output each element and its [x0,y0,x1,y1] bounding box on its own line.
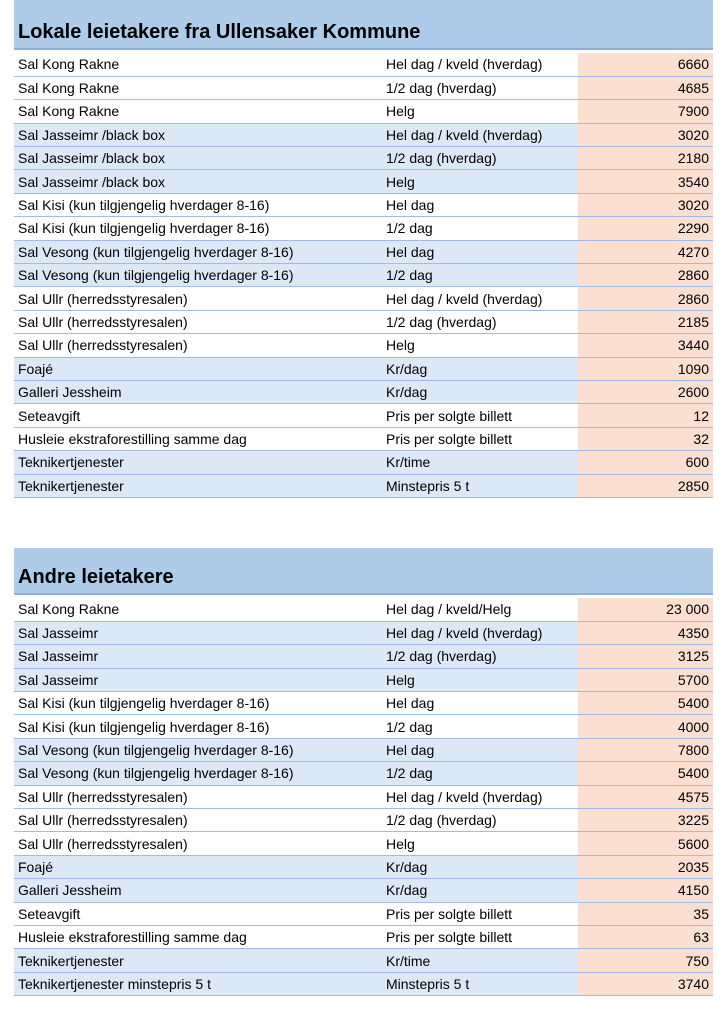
venue-cell: Seteavgift [14,404,382,427]
period-cell: 1/2 dag (hverdag) [382,76,578,99]
venue-cell: Sal Vesong (kun tilgjengelig hverdager 8-16) [14,240,382,263]
price-cell: 5700 [578,668,713,691]
table-row [14,334,713,357]
price-cell: 5400 [578,762,713,785]
period-cell: Kr/time [382,451,578,474]
section-local-tenants [14,0,713,498]
period-cell: Hel dag / kveld (hverdag) [382,123,578,146]
period-cell: Hel dag / kveld (hverdag) [382,287,578,310]
venue-cell: Teknikertjenester [14,949,382,972]
price-cell: 4000 [578,715,713,738]
venue-cell: Sal Jasseimr [14,668,382,691]
venue-cell: Galleri Jessheim [14,380,382,403]
price-cell: 12 [578,404,713,427]
venue-cell: Seteavgift [14,902,382,925]
period-cell: 1/2 dag (hverdag) [382,310,578,333]
table-row [14,668,713,691]
period-cell: Hel dag / kveld/Helg [382,598,578,621]
table-row [14,855,713,878]
price-cell: 3440 [578,334,713,357]
venue-cell: Teknikertjenester [14,474,382,497]
price-cell: 4575 [578,785,713,808]
period-cell: Kr/dag [382,357,578,380]
table-row [14,738,713,761]
period-cell: 1/2 dag (hverdag) [382,645,578,668]
price-cell: 2290 [578,217,713,240]
venue-cell: Sal Jasseimr [14,645,382,668]
section-title: Lokale leietakere fra Ullensaker Kommune [18,21,421,43]
period-cell: Helg [382,170,578,193]
venue-cell: Foajé [14,855,382,878]
period-cell: Helg [382,100,578,123]
price-cell: 2180 [578,147,713,170]
period-cell: Pris per solgte billett [382,902,578,925]
period-cell: Pris per solgte billett [382,427,578,450]
period-cell: Minstepris 5 t [382,972,578,995]
table-row [14,310,713,333]
table-row [14,621,713,644]
period-cell: Hel dag / kveld (hverdag) [382,785,578,808]
venue-cell: Sal Kong Rakne [14,598,382,621]
price-cell: 32 [578,427,713,450]
price-cell: 35 [578,902,713,925]
table-row [14,598,713,621]
period-cell: 1/2 dag (hverdag) [382,147,578,170]
venue-cell: Sal Ullr (herredsstyresalen) [14,832,382,855]
price-cell: 23 000 [578,598,713,621]
price-cell: 4350 [578,621,713,644]
table-row [14,949,713,972]
table-row [14,123,713,146]
section-header [14,548,713,595]
venue-cell: Sal Vesong (kun tilgjengelig hverdager 8-16) [14,264,382,287]
venue-cell: Sal Jasseimr [14,621,382,644]
price-cell: 2035 [578,855,713,878]
price-cell: 1090 [578,357,713,380]
price-cell: 6660 [578,53,713,76]
price-cell: 3740 [578,972,713,995]
period-cell: Hel dag [382,738,578,761]
venue-cell: Teknikertjenester minstepris 5 t [14,972,382,995]
venue-cell: Sal Kisi (kun tilgjengelig hverdager 8-16) [14,193,382,216]
venue-cell: Husleie ekstraforestilling samme dag [14,427,382,450]
price-cell: 3020 [578,193,713,216]
venue-cell: Sal Kong Rakne [14,100,382,123]
table-row [14,474,713,497]
price-cell: 4685 [578,76,713,99]
venue-cell: Sal Kisi (kun tilgjengelig hverdager 8-16) [14,715,382,738]
period-cell: Kr/dag [382,855,578,878]
table-row [14,76,713,99]
period-cell: Helg [382,668,578,691]
price-table-local [14,53,713,498]
table-row [14,715,713,738]
price-cell: 63 [578,925,713,948]
table-row [14,692,713,715]
venue-cell: Teknikertjenester [14,451,382,474]
table-row [14,240,713,263]
table-row [14,785,713,808]
table-row [14,264,713,287]
period-cell: Pris per solgte billett [382,404,578,427]
venue-cell: Sal Kisi (kun tilgjengelig hverdager 8-16) [14,692,382,715]
period-cell: Hel dag / kveld (hverdag) [382,53,578,76]
period-cell: Kr/time [382,949,578,972]
table-row [14,925,713,948]
period-cell: Hel dag / kveld (hverdag) [382,621,578,644]
venue-cell: Sal Kong Rakne [14,53,382,76]
price-cell: 7900 [578,100,713,123]
venue-cell: Sal Ullr (herredsstyresalen) [14,809,382,832]
table-row [14,287,713,310]
table-row [14,380,713,403]
table-row [14,762,713,785]
period-cell: 1/2 dag [382,217,578,240]
price-cell: 3225 [578,809,713,832]
table-row [14,147,713,170]
price-table-other [14,598,713,996]
table-row [14,972,713,995]
table-row [14,832,713,855]
table-row [14,902,713,925]
table-row [14,451,713,474]
venue-cell: Husleie ekstraforestilling samme dag [14,925,382,948]
venue-cell: Sal Ullr (herredsstyresalen) [14,287,382,310]
table-row [14,645,713,668]
venue-cell: Sal Ullr (herredsstyresalen) [14,785,382,808]
section-header [14,0,713,50]
venue-cell: Sal Jasseimr /black box [14,147,382,170]
table-row [14,879,713,902]
price-cell: 2850 [578,474,713,497]
period-cell: Pris per solgte billett [382,925,578,948]
venue-cell: Sal Vesong (kun tilgjengelig hverdager 8-16) [14,738,382,761]
table-row [14,404,713,427]
venue-cell: Sal Kisi (kun tilgjengelig hverdager 8-16) [14,217,382,240]
price-cell: 3125 [578,645,713,668]
period-cell: Minstepris 5 t [382,474,578,497]
venue-cell: Sal Jasseimr /black box [14,123,382,146]
price-cell: 3020 [578,123,713,146]
price-cell: 5400 [578,692,713,715]
venue-cell: Sal Ullr (herredsstyresalen) [14,334,382,357]
price-cell: 2860 [578,264,713,287]
price-cell: 2600 [578,380,713,403]
period-cell: 1/2 dag (hverdag) [382,809,578,832]
venue-cell: Sal Jasseimr /black box [14,170,382,193]
table-row [14,100,713,123]
table-row [14,193,713,216]
venue-cell: Foajé [14,357,382,380]
price-cell: 4270 [578,240,713,263]
period-cell: 1/2 dag [382,264,578,287]
period-cell: Kr/dag [382,879,578,902]
period-cell: 1/2 dag [382,715,578,738]
venue-cell: Sal Kong Rakne [14,76,382,99]
period-cell: Helg [382,832,578,855]
section-title: Andre leietakere [18,566,174,588]
venue-cell: Galleri Jessheim [14,879,382,902]
section-other-tenants [14,548,713,996]
period-cell: Hel dag [382,240,578,263]
period-cell: Kr/dag [382,380,578,403]
price-cell: 750 [578,949,713,972]
price-cell: 600 [578,451,713,474]
table-row [14,809,713,832]
price-cell: 3540 [578,170,713,193]
period-cell: Helg [382,334,578,357]
price-cell: 5600 [578,832,713,855]
period-cell: Hel dag [382,692,578,715]
period-cell: 1/2 dag [382,762,578,785]
table-row [14,427,713,450]
period-cell: Hel dag [382,193,578,216]
price-cell: 4150 [578,879,713,902]
venue-cell: Sal Ullr (herredsstyresalen) [14,310,382,333]
price-cell: 2860 [578,287,713,310]
price-cell: 2185 [578,310,713,333]
price-cell: 7800 [578,738,713,761]
table-row [14,217,713,240]
table-row [14,53,713,76]
table-row [14,170,713,193]
table-row [14,357,713,380]
venue-cell: Sal Vesong (kun tilgjengelig hverdager 8-16) [14,762,382,785]
